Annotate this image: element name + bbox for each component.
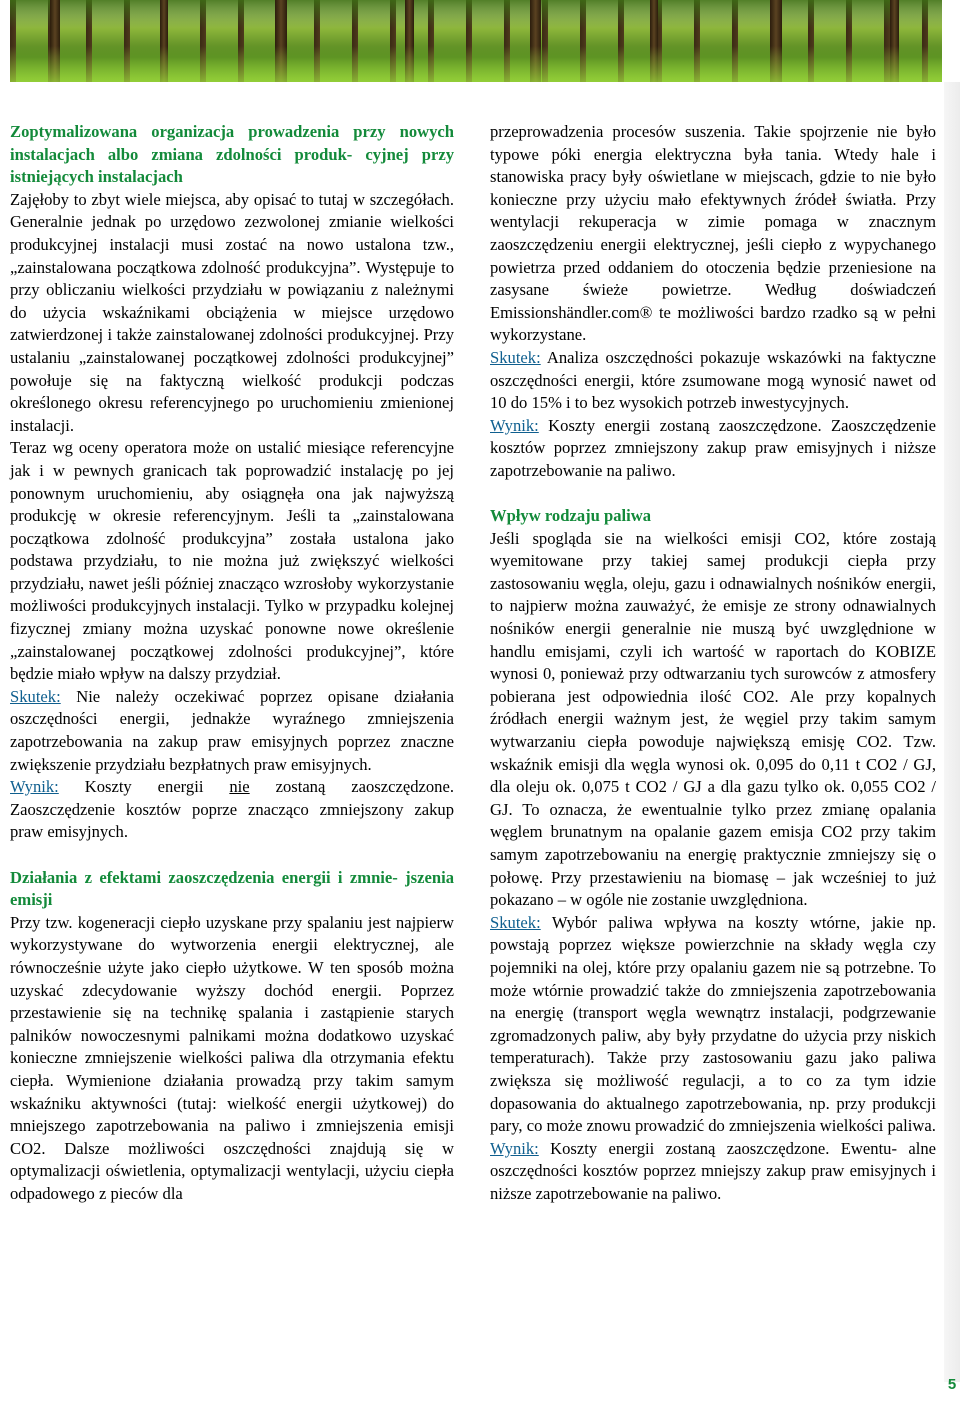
paragraph: Przy tzw. kogeneracji ciepło uzyskane przy spalaniu jest najpierw wykorzystywane do wytworzenia energii elektrycznej, ale równocześnie użyte jako ciepło użytkowe. W ten sposób można uzyskać zdecydowanie wyższy dochód energii. Poprzez przestawienie się na technikę spalania i zastąpienie starych palników nowoczesnymi palnikami można dodatkowo uzyskać konieczne zmniejszenie wielkości paliwa dla otrzymania efektu ciepła. Wymienione działania prowadzą przy takim samym wskaźniku aktywności (tutaj: wielkość energii użytkowej) do mniejszego zapotrzebowania na paliwo i zmniejszenia emisji CO2. Dalsze możliwości oszczędności znajdują się w optymalizacji oświetlenia, optymalizacji wentylacji, użyciu ciepła odpadowego z pieców dla — [10, 912, 454, 1203]
header-forest-photo — [10, 0, 942, 82]
paragraph: Zajęłoby to zbyt wiele miejsca, aby opisać to tutaj w szczegółach. Generalnie jednak po urzędowo zezwolonej zmianie wielkości produkcyjnej instalacji musi zostać na nowo ustalona tzw., „zainstalowana początkowa zdolność produkcyjna”. Występuje to przy obliczaniu wielkości przydziału w powiązaniu z należnymi do użycia wskaźnikami obciążenia w miejsce urzędowo zatwierdzonej i także zainstalowanej zdolności produkcyjnej. Przy ustalaniu „zainstalowanej początkowej zdolności produkcyjnej” powołuje się na faktyczną wielkość produkcji podczas określonego okresu referencyjnego po uruchomieniu zmienionej instalacji. — [10, 189, 454, 435]
paragraph: Teraz wg oceny operatora może on ustalić miesiące referencyjne jak i w pewnych granicach tak poprowadzić instalację po jej ponownym uruchomieniu, aby osiągnęła ona jak najwyższą produkcję w okresie referencyjnym. Jeśli ta „zainstalowana początkowa zdolność produkcyjna” została ustalona jako podstawa przydziału, to nie można już zwiększyć wielkości przydziału, nawet jeśli później znacząco wzrosłoby wykorzystanie możliwości produkcyjnych instalacji. Tylko w przypadku kolejnej fizycznej zmiany można uzyskać ponowne nowe określenie „zainstalowanej początkowej zdolności produkcyjnej”, które będzie miało wpływ na dalszy przydział. — [10, 438, 454, 684]
effect-paragraph — [10, 686, 454, 776]
result-label: Wynik: — [490, 1138, 539, 1158]
section-heading: Zoptymalizowana organizacja prowadzenia przy nowych instalacjach albo zmiana zdolności produk- cyjnej przy istniejących instalacjach — [10, 122, 454, 187]
result-text: Koszty energii zostaną zaoszczędzone. Zaoszczędzenie kosztów poprzez zmniejszony zakup praw emisyjnych i niższe zapotrzebowanie na paliwo. — [490, 415, 936, 480]
effect-text: Nie należy oczekiwać poprzez opisane działania oszczędności energii, jednakże wyraźnego zmniejszenia zapotrzebowania na zakup praw emisyjnych poprzez znaczne zwiększenie przydziału bezpłatnych praw emisyjnych. — [10, 686, 454, 774]
result-paragraph: Wynik: Koszty energii nie zostaną zaoszczędzone. Zaoszczędzenie kosztów poprze znacząco zmniejszony zakup praw emisyjnych. — [10, 777, 454, 842]
left-column — [10, 121, 454, 1206]
paragraph: przeprowadzenia procesów suszenia. Takie spojrzenie nie było typowe póki energia elektryczna była tania. Wtedy hale i stanowiska pracy były oświetlane w miejscach, gdzie to nie było konieczne przy użyciu mało efektywnych źródeł światła. Przy wentylacji rekuperacja w zimie pomaga w znacznym zaoszczędzeniu energii elektrycznej, jeśli ciepło z wypychanego powietrza przed oddaniem do otoczenia będzie przeniesione na zasysane świeże powietrze. Według doświadczeń Emissionshändler.com® te możliwości bardzo rzadko są w pełni wykorzystane. — [490, 122, 936, 345]
section-heading: Działania z efektami zaoszczędzenia energii i zmnie- jszenia emisji — [10, 867, 454, 910]
effect-label: Skutek: — [10, 686, 61, 706]
effect-text: Wybór paliwa wpływa na koszty wtórne, jakie np. powstają poprzez większe powierzchnie na składy węgla czy pojemniki na olej, które przy opalaniu gazem nie są potrzebne. To może wtórnie prowadzić także do zmniejszenia zapotrzebowania na energię (transport węgla wewnątrz instalacji, podgrzewanie zgromadzonych paliw, aby były przydatne do użycia przy niskich temperaturach). Także przy zastosowaniu gazu jako paliwa zwiększa się możliwość regulacji, a to co za tym idzie dopasowania do aktualnego zapotrzebowania, np. przy produkcji pary, co może znowu prowadzić do zmniejszenia wielkości paliwa. — [490, 912, 936, 1136]
paragraph: Jeśli spogląda sie na wielkości emisji CO2, które zostają wyemitowane przy takiej samej produkcji ciepła przy zastosowaniu węgla, oleju, gazu i odnawialnych nośników energii, to najpierw można zauważyć, że emisje ze strony odnawialnych nośników energii generalnie nie muszą być uwzględnione w handlu emisjami, czyli ich wartość w raportach do KOBIZE wynosi 0, ponieważ przy odtwarzaniu tych surowców z atmosfery pobierana jest odpowiednia ilość CO2. Ale przy kopalnych źródłach energii ważnym jest, że węgiel przy takim samym wytwarzaniu ciepła powoduje największą emisję CO2. Tzw. wskaźnik emisji dla węgla wynosi ok. 0,095 do 0,11 t CO2 / GJ, dla oleju ok. 0,075 t CO2 / GJ a dla gazu tylko ok. 0,055 CO2 / GJ. To oznacza, że ewentualnie tylko przez zmianę opalania węglem brunatnym na opalanie gazem emisja CO2 przy takim samym zapotrzebowaniu na energię praktycznie zmniejszy się o połowę. Przy przestawieniu na biomasę – jak wcześniej to już pokazano – w ogóle nie zostanie uwzględniona. — [490, 528, 936, 910]
right-margin-bar — [944, 82, 960, 1382]
effect-paragraph — [490, 912, 936, 1138]
effect-label: Skutek: — [490, 912, 541, 932]
effect-text: Analiza oszczędności pokazuje wskazówki na faktyczne oszczędności energii, które zsumowane mogą wynosić nawet od 10 do 15% i to bez wysokich potrzeb inwestycyjnych. — [490, 347, 936, 413]
result-label: Wynik: — [10, 777, 59, 797]
result-paragraph — [490, 415, 936, 483]
result-text: Koszty energii zostaną zaoszczędzone. Ewentu- alne oszczędności kosztów poprzez mniejszy zakup praw emisyjnych i niższe zapotrzebowanie na paliwo. — [490, 1138, 936, 1203]
result-label: Wynik: — [490, 415, 539, 435]
effect-paragraph — [490, 347, 936, 415]
result-paragraph — [490, 1138, 936, 1206]
page-number: 5 — [947, 1376, 957, 1393]
negation-word: nie — [229, 777, 250, 797]
right-column — [490, 121, 936, 1206]
section-heading: Wpływ rodzaju paliwa — [490, 506, 652, 526]
effect-label: Skutek: — [490, 347, 541, 367]
